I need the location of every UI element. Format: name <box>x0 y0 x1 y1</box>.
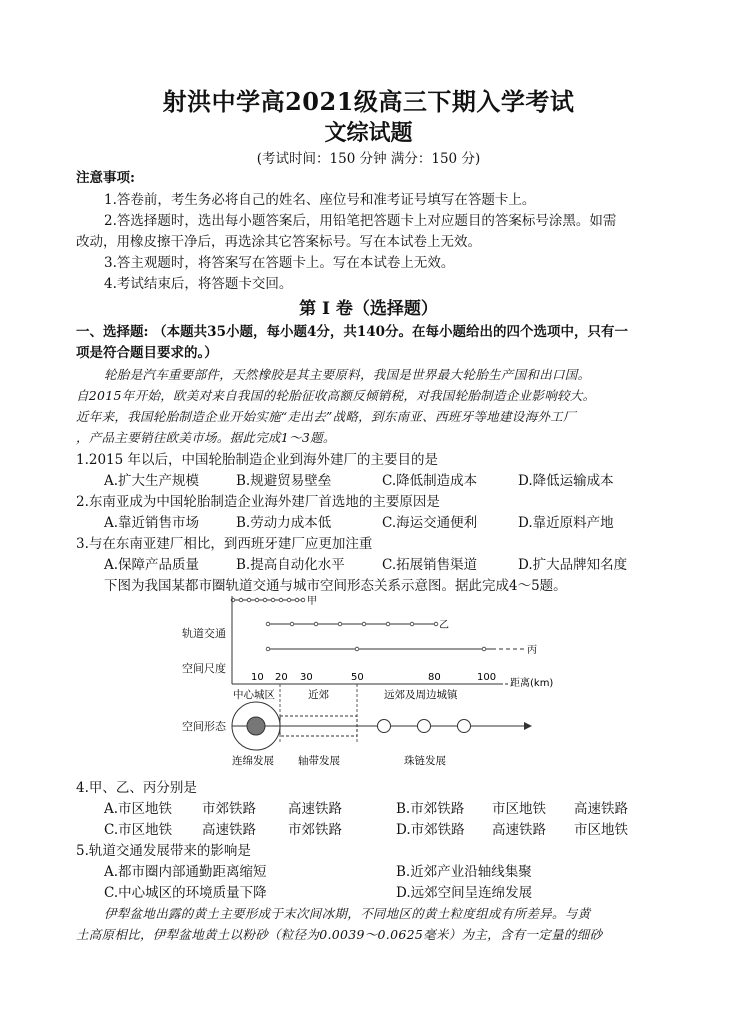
distance-label: 距离(km) <box>510 678 554 689</box>
line-bing-label: 丙 <box>527 645 537 656</box>
option: B.近郊产业沿轴线集聚 <box>396 864 532 880</box>
option: 市郊铁路 <box>288 822 342 838</box>
notice-item: 1.答卷前，考生务必将自己的姓名、座位号和准考证号填写在答题卡上。 <box>104 192 536 208</box>
option: 高速铁路 <box>202 822 256 838</box>
option: 高速铁路 <box>574 801 628 817</box>
option: 高速铁路 <box>492 822 546 838</box>
option: 市区地铁 <box>492 801 546 817</box>
option: C.拓展销售渠道 <box>382 557 478 573</box>
option: 市郊铁路 <box>202 801 256 817</box>
section-title: 第 I 卷（选择题） <box>299 299 438 319</box>
passage-line: 自2015年开始，欧美对来自我国的轮胎征收高额反倾销税，对我国轮胎制造企业影响较大。 <box>76 388 596 403</box>
figure-intro: 下图为我国某都市圈轨道交通与城市空间形态关系示意图。据此完成4～5题。 <box>104 578 567 594</box>
tick-label: 10 <box>251 672 264 683</box>
exam-title: 射洪中学高2021级高三下期入学考试 <box>162 87 575 116</box>
option: C.中心城区的环境质量下降 <box>104 885 267 901</box>
option: B.市郊铁路 <box>396 801 465 817</box>
question-stem: 2.东南亚成为中国轮胎制造企业海外建厂首选地的主要原因是 <box>76 494 440 510</box>
rail-label: 轨道交通 <box>182 627 226 640</box>
option: 高速铁路 <box>288 801 342 817</box>
option: D.降低运输成本 <box>518 473 614 489</box>
pattern-label: 珠链发展 <box>404 755 446 767</box>
section-instruction: 项是符合题目要求的。） <box>76 345 218 361</box>
passage-line: 近年来，我国轮胎制造企业开始实施“走出去”战略，到东南亚、西班牙等地建设海外工厂 <box>76 409 576 424</box>
question-stem: 4.甲、乙、丙分别是 <box>76 780 197 796</box>
notice-item: 2.答选择题时，选出每小题答案后，用铅笔把答题卡上对应题目的答案标号涂黑。如需 <box>104 213 617 229</box>
line-jia-label: 甲 <box>307 596 317 607</box>
option: A.扩大生产规模 <box>104 473 200 489</box>
option: B.劳动力成本低 <box>236 515 332 531</box>
exam-time-info: (考试时间：150 分钟 满分：150 分) <box>256 151 481 167</box>
option: C.海运交通便利 <box>382 515 478 531</box>
notice-item: 4.考试结束后，将答题卡交回。 <box>104 276 293 292</box>
option: A.靠近销售市场 <box>104 515 200 531</box>
passage-line: 土高原相比，伊犁盆地黄土以粉砂（粒径为0.0039～0.0625毫米）为主，含有一定量的细砂 <box>76 927 603 942</box>
tick-label: 80 <box>428 672 441 683</box>
pattern-label: 轴带发展 <box>298 755 340 767</box>
line-yi-label: 乙 <box>439 620 449 631</box>
question-stem: 1.2015 年以后，中国轮胎制造企业到海外建厂的主要目的是 <box>76 452 439 468</box>
exam-subject: 文综试题 <box>324 120 413 146</box>
satellite-town <box>418 720 431 733</box>
section-instruction: 一、选择题: （本题共35小题，每小题4分，共140分。在每小题给出的四个选项中，只有一 <box>76 324 629 340</box>
scale-label: 空间尺度 <box>182 662 226 675</box>
passage-line: 轮胎是汽车重要部件，天然橡胶是其主要原料，我国是世界最大轮胎生产国和出口国。 <box>104 367 591 382</box>
distance-ticks <box>251 672 496 683</box>
satellite-town <box>458 720 471 733</box>
form-axis-arrow <box>524 722 532 730</box>
option: D.扩大品牌知名度 <box>518 557 628 573</box>
tick-label: 50 <box>351 672 364 683</box>
question-stem: 3.与在东南亚建厂相比，到西班牙建厂应更加注重 <box>76 536 373 552</box>
city-core <box>247 717 265 735</box>
tick-label: 30 <box>300 672 313 683</box>
option: C.市区地铁 <box>104 822 173 838</box>
option: D.市郊铁路 <box>396 822 465 838</box>
option: D.远郊空间呈连绵发展 <box>396 885 533 901</box>
tick-label: 100 <box>477 672 497 683</box>
zone-near-label: 近郊 <box>308 689 329 701</box>
tick-label: 20 <box>275 672 288 683</box>
option: B.规避贸易壁垒 <box>236 473 332 489</box>
passage-line: 伊犁盆地出露的黄土主要形成于末次间冰期，不同地区的黄土粒度组成有所差异。与黄 <box>104 906 591 921</box>
form-label: 空间形态 <box>182 720 226 733</box>
option: A.都市圈内部通勤距离缩短 <box>104 864 267 880</box>
passage-line: ，产品主要销往欧美市场。据此完成1～3题。 <box>76 430 336 445</box>
option: 市区地铁 <box>574 822 628 838</box>
satellite-town <box>378 720 391 733</box>
option: B.提高自动化水平 <box>236 557 345 573</box>
zone-center-label: 中心城区 <box>233 689 275 701</box>
option: A.保障产品质量 <box>104 557 200 573</box>
rail-space-diagram <box>0 592 737 772</box>
option: C.降低制造成本 <box>382 473 478 489</box>
pattern-label: 连绵发展 <box>232 755 274 767</box>
question-stem: 5.轨道交通发展带来的影响是 <box>76 843 251 859</box>
notice-item: 改动，用橡皮擦干净后，再选涂其它答案标号。写在本试卷上无效。 <box>76 234 481 250</box>
zone-far-label: 远郊及周边城镇 <box>384 689 458 701</box>
notice-item: 3.答主观题时，将答案写在答题卡上。写在本试卷上无效。 <box>104 255 455 271</box>
option: D.靠近原料产地 <box>518 515 614 531</box>
notice-heading: 注意事项: <box>76 170 135 186</box>
option: A.市区地铁 <box>104 801 173 817</box>
